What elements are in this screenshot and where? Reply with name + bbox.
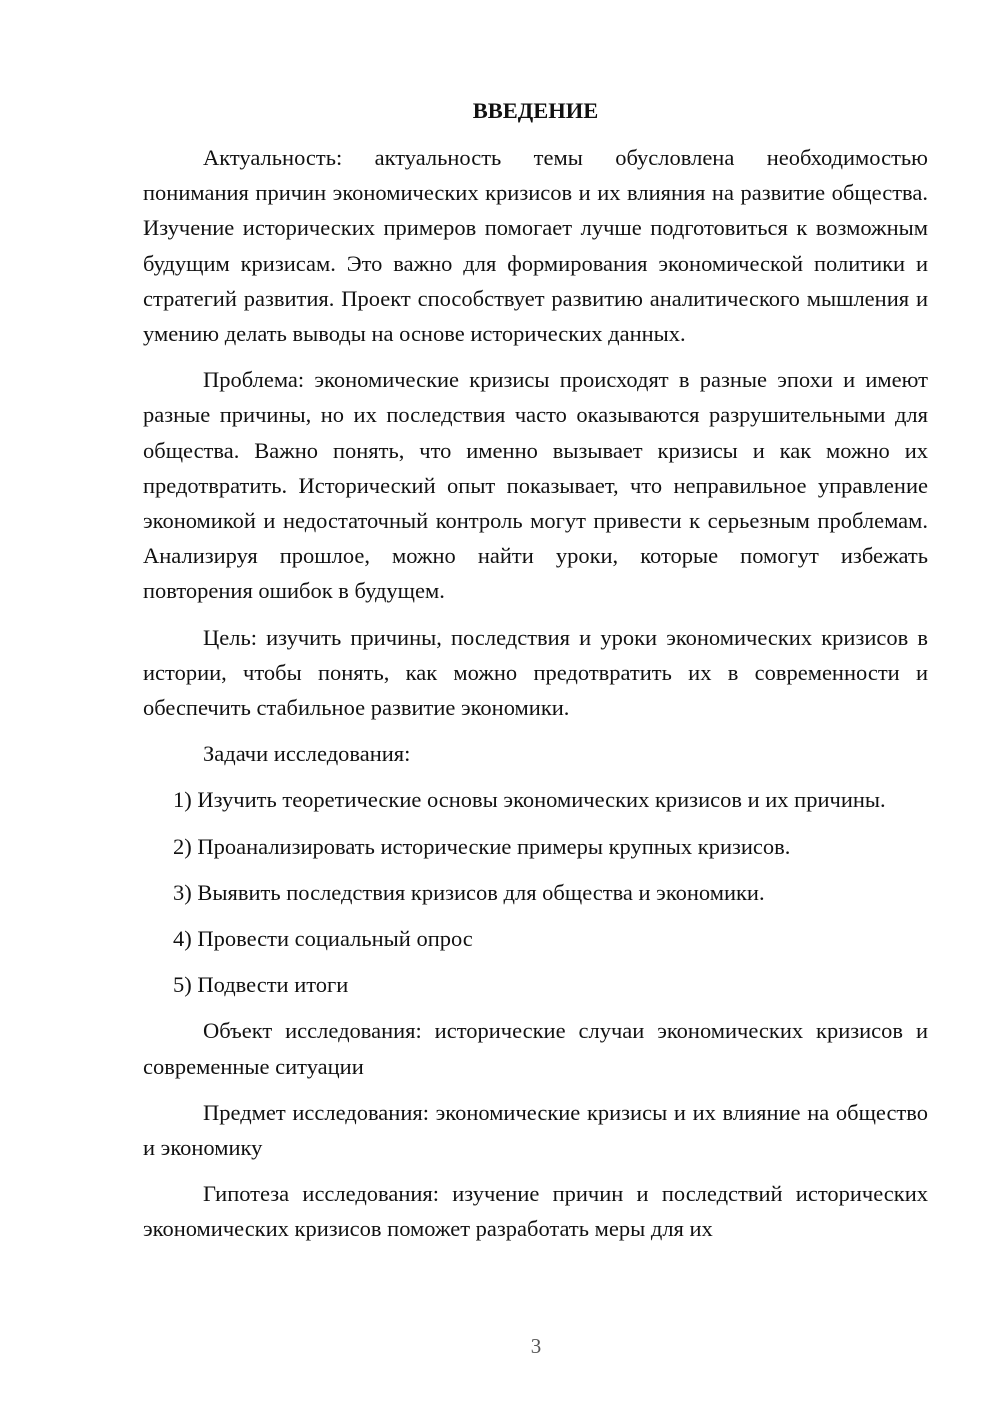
list-item: 5) Подвести итоги [173,972,349,998]
page-number: 3 [530,1334,542,1358]
page-content [143,96,928,1247]
list-item: 4) Провести социальный опрос [173,926,473,952]
paragraph-hypothesis: Гипотеза исследования: изучение причин и последствий исторических экономических кризисов поможет разработать меры для их [143,1181,928,1242]
list-item: 2) Проанализировать исторические примеры крупных кризисов. [173,833,791,859]
paragraph-goal: Цель: изучить причины, последствия и уроки экономических кризисов в истории, чтобы понять, как можно предотвратить их в современности и обеспечить стабильное развитие экономики. [143,624,928,721]
tasks-heading: Задачи исследования: [203,741,411,767]
tasks-list [143,782,928,1002]
paragraph-subject: Предмет исследования: экономические кризисы и их влияние на общество и экономику [143,1099,928,1161]
paragraph-problem: Проблема: экономические кризисы происходят в разные эпохи и имеют разные причины, но их последствия часто оказываются разрушительными для общества. Важно понять, что именно вызывает кризисы и как можно их предотвратить. Исторический опыт показывает, что неправильное управление экономикой и недостаточный контроль могут привести к серьезным проблемам. Анализируя прошлое, можно найти уроки, которые помогут избежать повторения ошибок в будущем. [143,367,928,604]
list-item: 3) Выявить последствия кризисов для общества и экономики. [173,879,765,905]
list-item: 1) Изучить теоретические основы экономических кризисов и их причины. [173,787,886,813]
section-title: ВВЕДЕНИЕ [472,98,599,123]
paragraph-relevance: Актуальность: актуальность темы обусловлена необходимостью понимания причин экономических кризисов и их влияния на развитие общества. Изучение исторических примеров помогает лучше подготовиться к возможным будущим кризисам. Это важно для формирования экономической политики и стратегий развития. Проект способствует развитию аналитического мышления и умению делать выводы на основе исторических данных. [143,145,928,347]
paragraph-object: Объект исследования: исторические случаи экономических кризисов и современные ситуации [143,1018,928,1079]
